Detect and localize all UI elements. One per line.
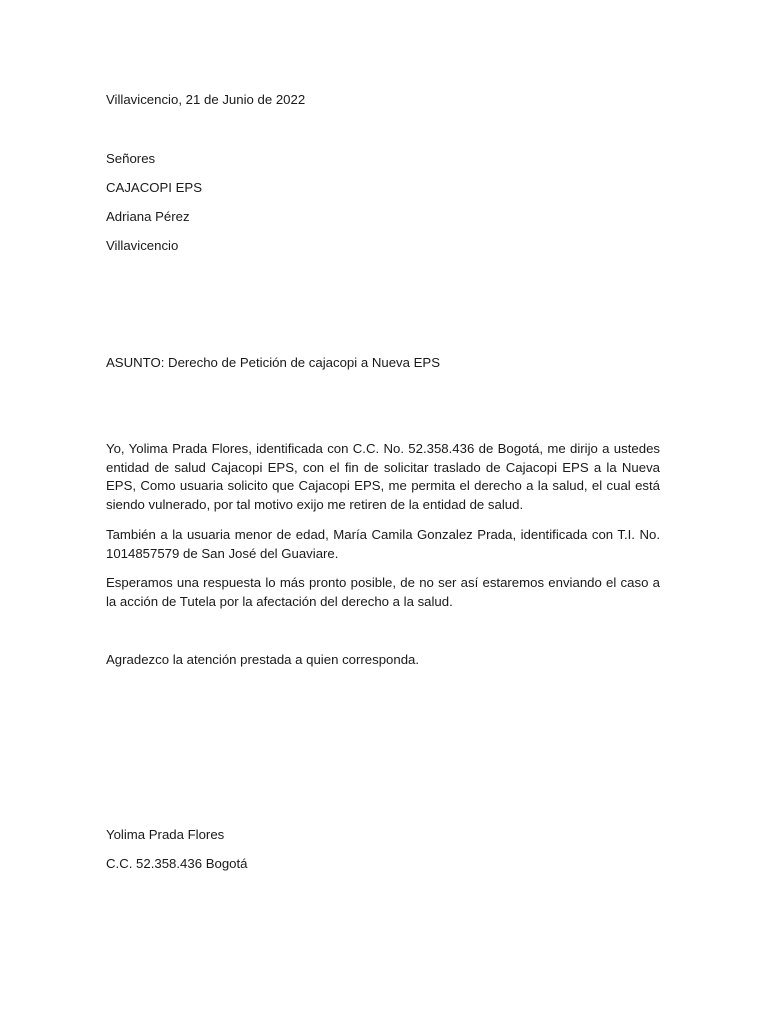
body-paragraph: También a la usuaria menor de edad, María Camila Gonzalez Prada, identificada con T.I. No. 1014857579 de San José del Guaviare. bbox=[106, 527, 660, 561]
signature-id-number: C.C. 52.358.436 Bogotá bbox=[106, 856, 248, 871]
recipient-city: Villavicencio bbox=[106, 238, 179, 253]
recipient-salutation: Señores bbox=[106, 151, 156, 166]
recipient-organization: CAJACOPI EPS bbox=[106, 180, 203, 195]
body-paragraph: Esperamos una respuesta lo más pronto posible, de no ser así estaremos enviando el caso a la acción de Tutela por la afectación del derecho a la salud. bbox=[106, 575, 660, 609]
subject-line: ASUNTO: Derecho de Petición de cajacopi a Nueva EPS bbox=[106, 355, 441, 370]
body-paragraph: Yo, Yolima Prada Flores, identificada con C.C. No. 52.358.436 de Bogotá, me dirijo a ustedes entidad de salud Cajacopi EPS, con el fin de solicitar traslado de Cajacopi EPS a la Nueva EPS, Como usuaria solicito que Cajacopi EPS, me permita el derecho a la salud, el cual está siendo vulnerado, por tal motivo exijo me retiren de la entidad de salud. bbox=[106, 441, 660, 512]
closing-line: Agradezco la atención prestada a quien corresponda. bbox=[106, 652, 420, 667]
signature-name: Yolima Prada Flores bbox=[106, 827, 225, 842]
date-line: Villavicencio, 21 de Junio de 2022 bbox=[106, 92, 306, 107]
recipient-name: Adriana Pérez bbox=[106, 209, 190, 224]
